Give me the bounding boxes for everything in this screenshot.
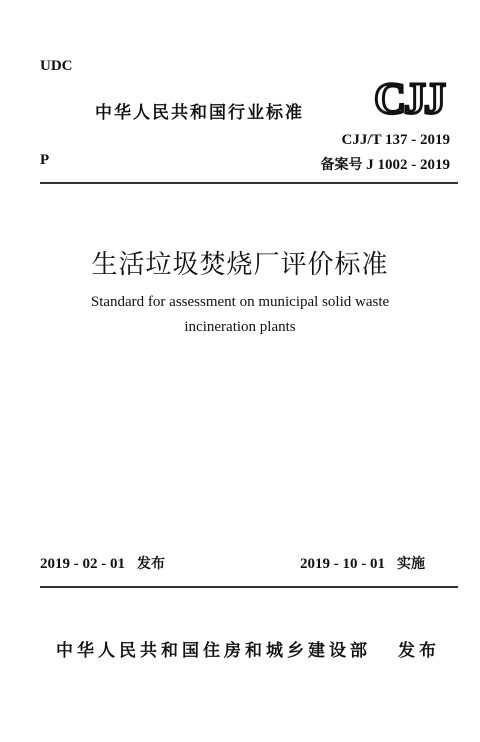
issue-label: 发布 — [137, 556, 165, 572]
cjj-logo — [366, 76, 452, 118]
english-title-line-1: Standard for assessment on municipal solid waste — [90, 294, 390, 310]
standard-code: CJJ/T 137 - 2019 — [341, 132, 450, 148]
effective-label: 实施 — [397, 556, 425, 572]
record-number-line — [321, 154, 451, 174]
issue-date: 2019 - 02 - 01 — [40, 556, 125, 572]
record-number: J 1002 - 2019 — [366, 157, 450, 173]
udc-label: UDC — [40, 58, 73, 74]
english-title-line-2: incineration plants — [184, 319, 296, 335]
authority-title: 中华人民共和国行业标准 — [95, 103, 304, 123]
effective-date-line — [300, 553, 425, 573]
top-divider — [40, 182, 458, 184]
chinese-title: 生活垃圾焚烧厂评价标准 — [91, 250, 389, 280]
classification-code: P — [40, 152, 50, 168]
svg-text:CJJ: CJJ — [374, 76, 444, 118]
publish-label: 发布 — [398, 641, 440, 661]
record-prefix: 备案号 — [320, 157, 363, 173]
effective-date: 2019 - 10 - 01 — [300, 556, 385, 572]
publisher-name: 中华人民共和国住房和城乡建设部 — [56, 641, 371, 661]
bottom-divider — [40, 586, 458, 588]
issue-date-line — [40, 553, 165, 573]
english-title — [0, 290, 480, 340]
